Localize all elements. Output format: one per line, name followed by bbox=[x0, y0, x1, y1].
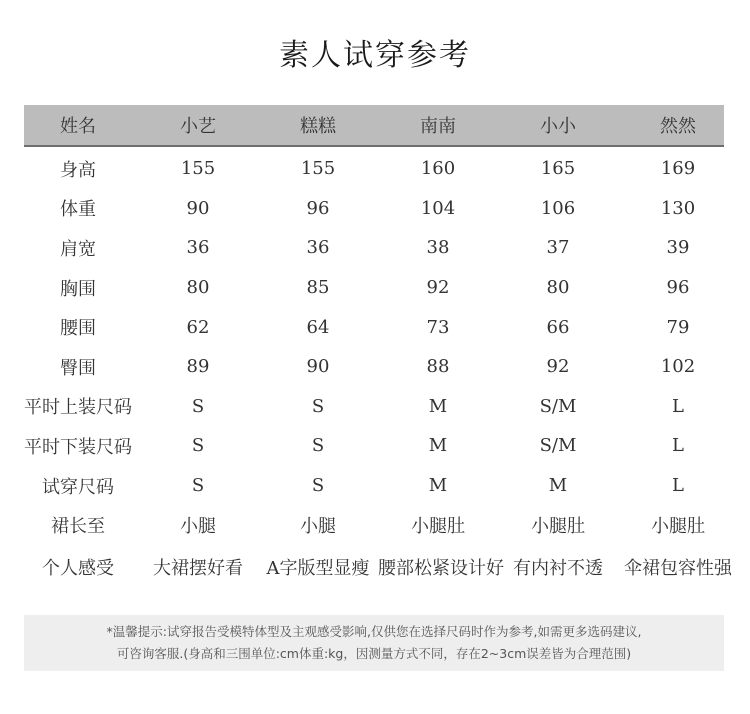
table-cell: S bbox=[191, 475, 205, 497]
row-label: 个人感受 bbox=[42, 557, 114, 579]
table-row bbox=[18, 466, 738, 506]
header-cell: 小小 bbox=[540, 116, 576, 137]
table-cell: S bbox=[311, 475, 325, 497]
table-cell: 79 bbox=[666, 316, 690, 338]
table-row bbox=[18, 347, 738, 387]
table-cell: S bbox=[311, 395, 325, 417]
table-cell: M bbox=[548, 475, 568, 497]
try-on-table bbox=[18, 105, 738, 589]
table-cell: 小腿肚 bbox=[411, 516, 465, 538]
table-row bbox=[18, 426, 738, 466]
table-cell: 130 bbox=[660, 197, 696, 219]
table-cell: 62 bbox=[186, 316, 210, 338]
tip-note-line: 可咨询客服.(身高和三围单位:cm体重:kg，因测量方式不同，存在2~3cm误差皆为合理范围) bbox=[116, 646, 632, 661]
table-row bbox=[18, 387, 738, 427]
tip-note bbox=[24, 615, 724, 671]
table-row bbox=[18, 189, 738, 229]
table-cell: S/M bbox=[539, 395, 577, 417]
table-cell: 90 bbox=[306, 356, 330, 378]
table-cell: S bbox=[191, 395, 205, 417]
table-cell: S bbox=[191, 435, 205, 457]
table-cell: 小腿 bbox=[180, 516, 216, 538]
table-cell: 89 bbox=[186, 356, 210, 378]
table-cell: 小腿 bbox=[300, 516, 336, 538]
table-cell: 80 bbox=[546, 277, 570, 299]
table-cell: M bbox=[428, 475, 448, 497]
row-label: 平时上装尺码 bbox=[24, 397, 132, 419]
table-cell: S bbox=[311, 435, 325, 457]
tip-note-line: *温馨提示:试穿报告受模特体型及主观感受影响,仅供您在选择尺码时作为参考,如需更多选码建议, bbox=[106, 624, 642, 639]
table-cell: 80 bbox=[186, 277, 210, 299]
table-cell: 39 bbox=[666, 237, 690, 259]
table-cell: 92 bbox=[426, 277, 450, 299]
table-cell: 73 bbox=[426, 316, 450, 338]
row-label: 臀围 bbox=[60, 357, 96, 379]
row-label: 试穿尺码 bbox=[42, 476, 114, 498]
table-cell: A字版型显瘦 bbox=[266, 557, 370, 579]
table-cell: 155 bbox=[180, 158, 216, 180]
table-cell: L bbox=[672, 395, 684, 417]
table-cell: 36 bbox=[186, 237, 210, 259]
header-cell: 糕糕 bbox=[300, 116, 336, 137]
row-label: 腰围 bbox=[60, 318, 96, 340]
table-cell: L bbox=[672, 435, 684, 457]
table-cell: 85 bbox=[306, 277, 330, 299]
table-cell: 有内衬不透 bbox=[513, 557, 603, 579]
table-cell: 伞裙包容性强 bbox=[624, 557, 732, 579]
table-cell: 96 bbox=[306, 197, 330, 219]
row-label: 肩宽 bbox=[60, 238, 96, 260]
table-cell: 腰部松紧设计好 bbox=[378, 557, 504, 579]
table-cell: 88 bbox=[426, 356, 450, 378]
row-label: 身高 bbox=[60, 159, 96, 181]
table-cell: 36 bbox=[306, 237, 330, 259]
table-cell: S/M bbox=[539, 435, 577, 457]
table-cell: M bbox=[428, 435, 448, 457]
header-cell: 姓名 bbox=[60, 116, 96, 137]
table-cell: M bbox=[428, 395, 448, 417]
table-cell: 169 bbox=[660, 158, 696, 180]
table-cell: 小腿肚 bbox=[531, 516, 585, 538]
table-cell: 90 bbox=[186, 197, 210, 219]
table-header-row bbox=[18, 105, 738, 145]
table-cell: 165 bbox=[540, 158, 576, 180]
page-title: 素人试穿参考 bbox=[279, 38, 471, 73]
table-cell: 38 bbox=[426, 237, 450, 259]
row-label: 裙长至 bbox=[51, 516, 105, 538]
header-cell: 然然 bbox=[660, 116, 696, 137]
table-cell: 160 bbox=[420, 158, 456, 180]
header-cell: 南南 bbox=[420, 116, 456, 137]
table-row bbox=[18, 228, 738, 268]
header-cell: 小艺 bbox=[180, 116, 216, 137]
table-row bbox=[18, 545, 738, 589]
row-label: 平时下装尺码 bbox=[24, 436, 132, 458]
table-cell: 104 bbox=[420, 197, 456, 219]
table-cell: 64 bbox=[306, 316, 330, 338]
table-cell: 96 bbox=[666, 277, 690, 299]
table-cell: 155 bbox=[300, 158, 336, 180]
table-row bbox=[18, 149, 738, 189]
table-cell: 大裙摆好看 bbox=[153, 557, 243, 579]
table-row bbox=[18, 307, 738, 347]
row-label: 胸围 bbox=[60, 278, 96, 300]
table-cell: 小腿肚 bbox=[651, 516, 705, 538]
table-cell: 102 bbox=[660, 356, 696, 378]
table-cell: 106 bbox=[540, 197, 576, 219]
table-cell: 66 bbox=[546, 316, 570, 338]
table-cell: 37 bbox=[546, 237, 570, 259]
table-row bbox=[18, 505, 738, 545]
table-cell: 92 bbox=[546, 356, 570, 378]
row-label: 体重 bbox=[60, 199, 96, 221]
table-row bbox=[18, 268, 738, 308]
table-cell: L bbox=[672, 475, 684, 497]
